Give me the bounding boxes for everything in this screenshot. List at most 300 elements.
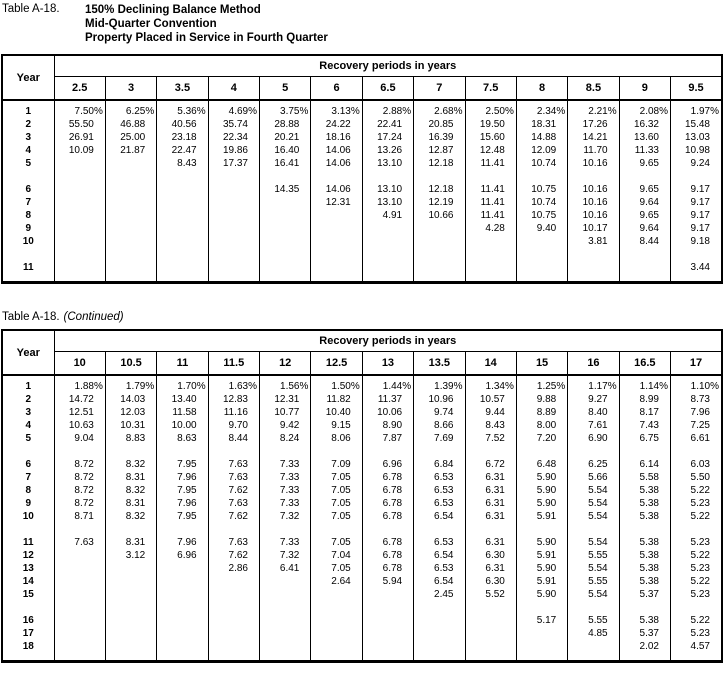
period-column-header: 3 — [105, 76, 156, 100]
year-cell: 2 — [25, 394, 32, 405]
rate-value-cell: 8.31 — [105, 471, 156, 484]
rate-value-cell: 5.38 — [619, 484, 670, 497]
rate-value-cell — [414, 627, 465, 640]
rate-value-cell — [311, 261, 362, 274]
rate-value-cell: 8.31 — [105, 536, 156, 549]
rate-value-cell — [105, 196, 156, 209]
rate-value-cell: 14.72 — [54, 393, 105, 406]
rate-value-cell — [465, 523, 516, 536]
rate-value-cell — [311, 222, 362, 235]
rate-value-cell — [311, 601, 362, 614]
rate-value-cell: 5.23 — [671, 627, 723, 640]
padding-cell — [311, 653, 362, 661]
rate-value-cell: 6.31 — [465, 484, 516, 497]
rate-value-cell: 5.37 — [619, 588, 670, 601]
rate-value-cell: 13.10 — [362, 183, 413, 196]
rate-value-cell: 8.44 — [208, 432, 259, 445]
rate-value-cell — [208, 248, 259, 261]
rate-value-cell: 11.41 — [465, 209, 516, 222]
rate-value-cell — [516, 235, 567, 248]
rate-value-cell: 7.05 — [311, 471, 362, 484]
rate-value-cell — [516, 248, 567, 261]
rate-value-cell: 10.09 — [54, 144, 105, 157]
year-cell: 4 — [25, 420, 32, 431]
table-row — [2, 536, 722, 549]
rate-value-cell: 14.03 — [105, 393, 156, 406]
rate-value-cell: 5.38 — [619, 549, 670, 562]
period-column-header: 6 — [311, 76, 362, 100]
rate-value-cell: 8.89 — [516, 406, 567, 419]
rate-value-cell: 9.15 — [311, 419, 362, 432]
table-row — [2, 261, 722, 274]
rate-value-cell — [105, 445, 156, 458]
rate-value-cell — [260, 222, 311, 235]
rate-value-cell — [54, 588, 105, 601]
rate-value-cell: 13.10 — [362, 157, 413, 170]
rate-value-cell: 14.06 — [311, 144, 362, 157]
padding-cell — [260, 653, 311, 661]
rate-value-cell: 9.44 — [465, 406, 516, 419]
rate-value-cell: 1.63% — [208, 375, 259, 393]
rate-value-cell — [157, 196, 208, 209]
padding-cell — [465, 274, 516, 282]
rate-value-cell: 5.90 — [516, 471, 567, 484]
rate-value-cell — [619, 601, 670, 614]
rate-value-cell: 19.50 — [465, 118, 516, 131]
rate-value-cell: 12.19 — [414, 196, 465, 209]
rate-value-cell — [465, 445, 516, 458]
rate-value-cell: 5.23 — [671, 497, 723, 510]
rate-value-cell: 6.78 — [362, 510, 413, 523]
period-column-header: 12.5 — [311, 351, 362, 375]
rate-value-cell: 7.05 — [311, 536, 362, 549]
rate-value-cell — [671, 445, 723, 458]
rate-value-cell: 10.17 — [568, 222, 619, 235]
rate-value-cell: 7.50% — [54, 100, 105, 118]
rate-value-cell: 3.81 — [568, 235, 619, 248]
rate-value-cell: 12.18 — [414, 157, 465, 170]
rate-value-cell — [157, 562, 208, 575]
rate-value-cell — [362, 235, 413, 248]
rate-value-cell: 7.62 — [208, 510, 259, 523]
rate-value-cell — [157, 627, 208, 640]
rate-value-cell — [208, 640, 259, 653]
rate-value-cell: 10.66 — [414, 209, 465, 222]
rate-value-cell — [362, 640, 413, 653]
rate-value-cell: 1.79% — [105, 375, 156, 393]
rate-value-cell: 10.74 — [516, 196, 567, 209]
rate-value-cell: 6.30 — [465, 575, 516, 588]
rate-value-cell: 10.40 — [311, 406, 362, 419]
rate-value-cell: 6.31 — [465, 510, 516, 523]
rate-value-cell: 6.78 — [362, 562, 413, 575]
rate-value-cell: 10.16 — [568, 157, 619, 170]
rate-value-cell: 2.34% — [516, 100, 567, 118]
rate-value-cell: 7.25 — [671, 419, 723, 432]
rate-value-cell: 46.88 — [105, 118, 156, 131]
rate-value-cell: 7.33 — [260, 497, 311, 510]
year-cell: 14 — [22, 576, 34, 587]
period-column-header: 8.5 — [568, 76, 619, 100]
rate-value-cell: 6.03 — [671, 458, 723, 471]
rate-value-cell — [311, 523, 362, 536]
rate-value-cell — [311, 445, 362, 458]
rate-value-cell: 9.24 — [671, 157, 723, 170]
rate-value-cell — [54, 261, 105, 274]
rate-value-cell — [671, 170, 723, 183]
table2-continued-label: (Continued) — [63, 311, 124, 323]
period-column-header: 14 — [465, 351, 516, 375]
rate-value-cell: 4.28 — [465, 222, 516, 235]
rate-value-cell: 8.17 — [619, 406, 670, 419]
padding-cell — [2, 653, 54, 661]
rate-value-cell: 10.74 — [516, 157, 567, 170]
table-row — [2, 131, 722, 144]
spacer-row — [2, 445, 722, 458]
rate-value-cell — [260, 588, 311, 601]
rate-value-cell: 11.37 — [362, 393, 413, 406]
rate-value-cell: 2.45 — [414, 588, 465, 601]
rate-value-cell — [260, 601, 311, 614]
rate-value-cell: 23.18 — [157, 131, 208, 144]
rate-value-cell: 7.33 — [260, 536, 311, 549]
rate-value-cell: 8.44 — [619, 235, 670, 248]
rate-value-cell — [516, 445, 567, 458]
rate-value-cell: 9.18 — [671, 235, 723, 248]
rate-value-cell: 10.77 — [260, 406, 311, 419]
rate-value-cell — [208, 445, 259, 458]
rate-value-cell — [157, 445, 208, 458]
rate-value-cell — [516, 640, 567, 653]
rate-value-cell: 8.31 — [105, 497, 156, 510]
rate-value-cell — [157, 575, 208, 588]
rate-value-cell: 10.06 — [362, 406, 413, 419]
spacer-row — [2, 248, 722, 261]
year-cell: 6 — [25, 459, 32, 470]
rate-value-cell: 10.57 — [465, 393, 516, 406]
rate-value-cell: 4.57 — [671, 640, 723, 653]
padding-cell — [414, 274, 465, 282]
rate-value-cell: 5.38 — [619, 510, 670, 523]
bottom-padding-row — [2, 653, 722, 661]
rate-value-cell: 11.41 — [465, 196, 516, 209]
table1-title-lines — [85, 3, 328, 45]
rate-value-cell: 6.61 — [671, 432, 723, 445]
rate-value-cell: 8.43 — [465, 419, 516, 432]
period-column-header: 16 — [568, 351, 619, 375]
rate-value-cell: 5.90 — [516, 497, 567, 510]
rate-value-cell: 55.50 — [54, 118, 105, 131]
rate-value-cell: 8.43 — [157, 157, 208, 170]
rate-value-cell — [465, 235, 516, 248]
rate-value-cell: 5.52 — [465, 588, 516, 601]
rate-value-cell — [54, 523, 105, 536]
rate-value-cell: 9.88 — [516, 393, 567, 406]
rate-value-cell: 8.73 — [671, 393, 723, 406]
year-cell: 5 — [25, 433, 32, 444]
rate-value-cell: 6.78 — [362, 497, 413, 510]
padding-cell — [208, 653, 259, 661]
rate-value-cell: 2.02 — [619, 640, 670, 653]
rate-value-cell — [568, 170, 619, 183]
rate-value-cell — [157, 183, 208, 196]
period-column-header: 4 — [208, 76, 259, 100]
rate-value-cell: 5.54 — [568, 588, 619, 601]
rate-value-cell: 10.75 — [516, 209, 567, 222]
period-column-header: 10 — [54, 351, 105, 375]
rate-value-cell: 7.05 — [311, 497, 362, 510]
table-row — [2, 100, 722, 118]
rate-value-cell — [671, 248, 723, 261]
rate-value-cell — [414, 445, 465, 458]
padding-cell — [568, 274, 619, 282]
rate-value-cell: 1.50% — [311, 375, 362, 393]
rate-value-cell: 11.41 — [465, 157, 516, 170]
rate-value-cell — [208, 588, 259, 601]
rate-value-cell: 5.23 — [671, 536, 723, 549]
rate-value-cell: 9.74 — [414, 406, 465, 419]
table1-title-block — [2, 3, 328, 45]
rate-value-cell: 10.16 — [568, 196, 619, 209]
rate-value-cell: 8.00 — [516, 419, 567, 432]
rate-value-cell: 14.88 — [516, 131, 567, 144]
rate-value-cell — [311, 170, 362, 183]
rate-value-cell — [260, 248, 311, 261]
rate-value-cell — [157, 523, 208, 536]
rate-value-cell: 4.85 — [568, 627, 619, 640]
padding-cell — [54, 274, 105, 282]
rate-value-cell: 6.25% — [105, 100, 156, 118]
rate-value-cell — [465, 248, 516, 261]
year-cell: 3 — [25, 407, 32, 418]
rate-value-cell — [311, 627, 362, 640]
rate-value-cell — [105, 523, 156, 536]
rate-value-cell: 3.12 — [105, 549, 156, 562]
rate-value-cell: 5.23 — [671, 562, 723, 575]
rate-value-cell — [311, 588, 362, 601]
rate-value-cell: 6.75 — [619, 432, 670, 445]
rate-value-cell: 8.66 — [414, 419, 465, 432]
rate-value-cell — [260, 627, 311, 640]
table-row — [2, 432, 722, 445]
rate-value-cell — [465, 601, 516, 614]
padding-cell — [619, 274, 670, 282]
rate-value-cell: 22.41 — [362, 118, 413, 131]
rate-value-cell: 7.05 — [311, 562, 362, 575]
padding-cell — [362, 274, 413, 282]
table1-title-line-1: 150% Declining Balance Method — [85, 4, 261, 16]
rate-value-cell: 5.90 — [516, 562, 567, 575]
rate-value-cell: 8.72 — [54, 497, 105, 510]
table-row — [2, 183, 722, 196]
table-row — [2, 614, 722, 627]
rate-value-cell: 11.41 — [465, 183, 516, 196]
rate-value-cell: 9.40 — [516, 222, 567, 235]
table1-header-row-1 — [2, 55, 722, 76]
rate-value-cell: 8.72 — [54, 484, 105, 497]
rate-value-cell: 5.55 — [568, 549, 619, 562]
rate-value-cell: 10.63 — [54, 419, 105, 432]
rate-value-cell: 7.63 — [54, 536, 105, 549]
year-cell: 3 — [25, 132, 32, 143]
rate-value-cell: 11.33 — [619, 144, 670, 157]
rate-value-cell: 22.47 — [157, 144, 208, 157]
rate-value-cell — [568, 261, 619, 274]
rate-value-cell: 7.63 — [208, 536, 259, 549]
rate-value-cell: 17.24 — [362, 131, 413, 144]
rate-value-cell: 20.85 — [414, 118, 465, 131]
rate-value-cell: 28.88 — [260, 118, 311, 131]
rate-value-cell: 11.58 — [157, 406, 208, 419]
padding-cell — [619, 653, 670, 661]
rate-value-cell: 12.48 — [465, 144, 516, 157]
rate-value-cell — [54, 640, 105, 653]
rate-value-cell: 8.90 — [362, 419, 413, 432]
rate-value-cell — [362, 601, 413, 614]
rate-value-cell: 1.25% — [516, 375, 567, 393]
rate-value-cell: 7.43 — [619, 419, 670, 432]
rate-value-cell: 9.17 — [671, 183, 723, 196]
rate-value-cell — [54, 627, 105, 640]
year-cell: 12 — [22, 550, 34, 561]
rate-value-cell: 7.32 — [260, 510, 311, 523]
period-column-header: 6.5 — [362, 76, 413, 100]
rate-value-cell — [311, 209, 362, 222]
rate-value-cell — [362, 248, 413, 261]
rate-value-cell: 26.91 — [54, 131, 105, 144]
padding-cell — [105, 274, 156, 282]
year-cell: 7 — [25, 197, 32, 208]
bottom-padding-row — [2, 274, 722, 282]
rate-value-cell — [105, 170, 156, 183]
table-row — [2, 209, 722, 222]
rate-value-cell — [208, 261, 259, 274]
rate-value-cell: 10.00 — [157, 419, 208, 432]
rate-value-cell — [465, 261, 516, 274]
rate-value-cell: 14.06 — [311, 157, 362, 170]
rate-value-cell: 15.60 — [465, 131, 516, 144]
rate-value-cell — [54, 157, 105, 170]
padding-cell — [671, 653, 723, 661]
padding-cell — [671, 274, 723, 282]
rate-value-cell — [568, 445, 619, 458]
rate-value-cell: 5.22 — [671, 575, 723, 588]
table-row — [2, 497, 722, 510]
rate-value-cell: 8.32 — [105, 484, 156, 497]
rate-value-cell — [516, 627, 567, 640]
period-column-header: 12 — [260, 351, 311, 375]
rate-value-cell: 7.63 — [208, 471, 259, 484]
rate-value-cell: 22.34 — [208, 131, 259, 144]
rate-value-cell — [208, 209, 259, 222]
rate-value-cell — [54, 235, 105, 248]
rate-value-cell: 5.38 — [619, 575, 670, 588]
rate-value-cell: 6.78 — [362, 471, 413, 484]
year-cell — [2, 248, 54, 261]
rate-value-cell: 7.96 — [157, 497, 208, 510]
rate-value-cell: 11.82 — [311, 393, 362, 406]
rate-value-cell: 3.75% — [260, 100, 311, 118]
rate-value-cell: 1.70% — [157, 375, 208, 393]
rate-value-cell: 6.96 — [362, 458, 413, 471]
rate-value-cell — [105, 562, 156, 575]
rate-value-cell: 9.17 — [671, 196, 723, 209]
rate-value-cell: 6.78 — [362, 549, 413, 562]
rate-value-cell — [105, 248, 156, 261]
rate-value-cell — [414, 261, 465, 274]
rate-value-cell — [157, 640, 208, 653]
rate-value-cell: 8.32 — [105, 458, 156, 471]
rate-value-cell: 5.38 — [619, 614, 670, 627]
year-cell: 8 — [25, 210, 32, 221]
rate-value-cell: 5.54 — [568, 510, 619, 523]
year-cell: 1 — [25, 106, 32, 117]
rate-value-cell — [260, 196, 311, 209]
rate-value-cell: 7.52 — [465, 432, 516, 445]
rate-value-cell: 2.86 — [208, 562, 259, 575]
table-row — [2, 510, 722, 523]
padding-cell — [516, 274, 567, 282]
table-row — [2, 471, 722, 484]
rate-value-cell: 18.31 — [516, 118, 567, 131]
rate-value-cell — [208, 196, 259, 209]
rate-value-cell — [157, 209, 208, 222]
table1-title-line-2: Mid-Quarter Convention — [85, 18, 217, 30]
rate-value-cell: 6.41 — [260, 562, 311, 575]
rate-value-cell: 9.65 — [619, 183, 670, 196]
padding-cell — [260, 274, 311, 282]
rate-value-cell — [54, 562, 105, 575]
rate-value-cell — [105, 183, 156, 196]
rate-value-cell: 5.23 — [671, 588, 723, 601]
year-cell: 13 — [22, 563, 34, 574]
rate-value-cell: 16.32 — [619, 118, 670, 131]
year-cell: 2 — [25, 119, 32, 130]
rate-value-cell — [568, 601, 619, 614]
rate-value-cell: 1.44% — [362, 375, 413, 393]
rate-value-cell: 5.55 — [568, 575, 619, 588]
rate-value-cell: 6.53 — [414, 562, 465, 575]
rate-value-cell — [311, 235, 362, 248]
rate-value-cell — [260, 170, 311, 183]
table-row — [2, 458, 722, 471]
rate-value-cell — [362, 222, 413, 235]
rate-value-cell: 7.61 — [568, 419, 619, 432]
rate-value-cell: 5.91 — [516, 510, 567, 523]
year-cell: 18 — [22, 641, 34, 652]
rate-value-cell: 5.54 — [568, 536, 619, 549]
rate-value-cell: 6.90 — [568, 432, 619, 445]
rate-value-cell: 6.25 — [568, 458, 619, 471]
rate-value-cell: 6.72 — [465, 458, 516, 471]
rate-value-cell: 8.99 — [619, 393, 670, 406]
rate-value-cell: 5.91 — [516, 549, 567, 562]
period-column-header: 11 — [157, 351, 208, 375]
table2-title-block — [2, 311, 124, 323]
rate-value-cell — [671, 523, 723, 536]
table-row — [2, 588, 722, 601]
rate-value-cell: 7.20 — [516, 432, 567, 445]
rate-value-cell: 1.97% — [671, 100, 723, 118]
rate-value-cell: 6.53 — [414, 471, 465, 484]
rate-value-cell: 12.83 — [208, 393, 259, 406]
rate-value-cell: 9.70 — [208, 419, 259, 432]
rate-value-cell: 6.84 — [414, 458, 465, 471]
padding-cell — [465, 653, 516, 661]
period-column-header: 17 — [671, 351, 723, 375]
table2-year-header: Year — [2, 330, 54, 375]
rate-value-cell: 3.44 — [671, 261, 723, 274]
